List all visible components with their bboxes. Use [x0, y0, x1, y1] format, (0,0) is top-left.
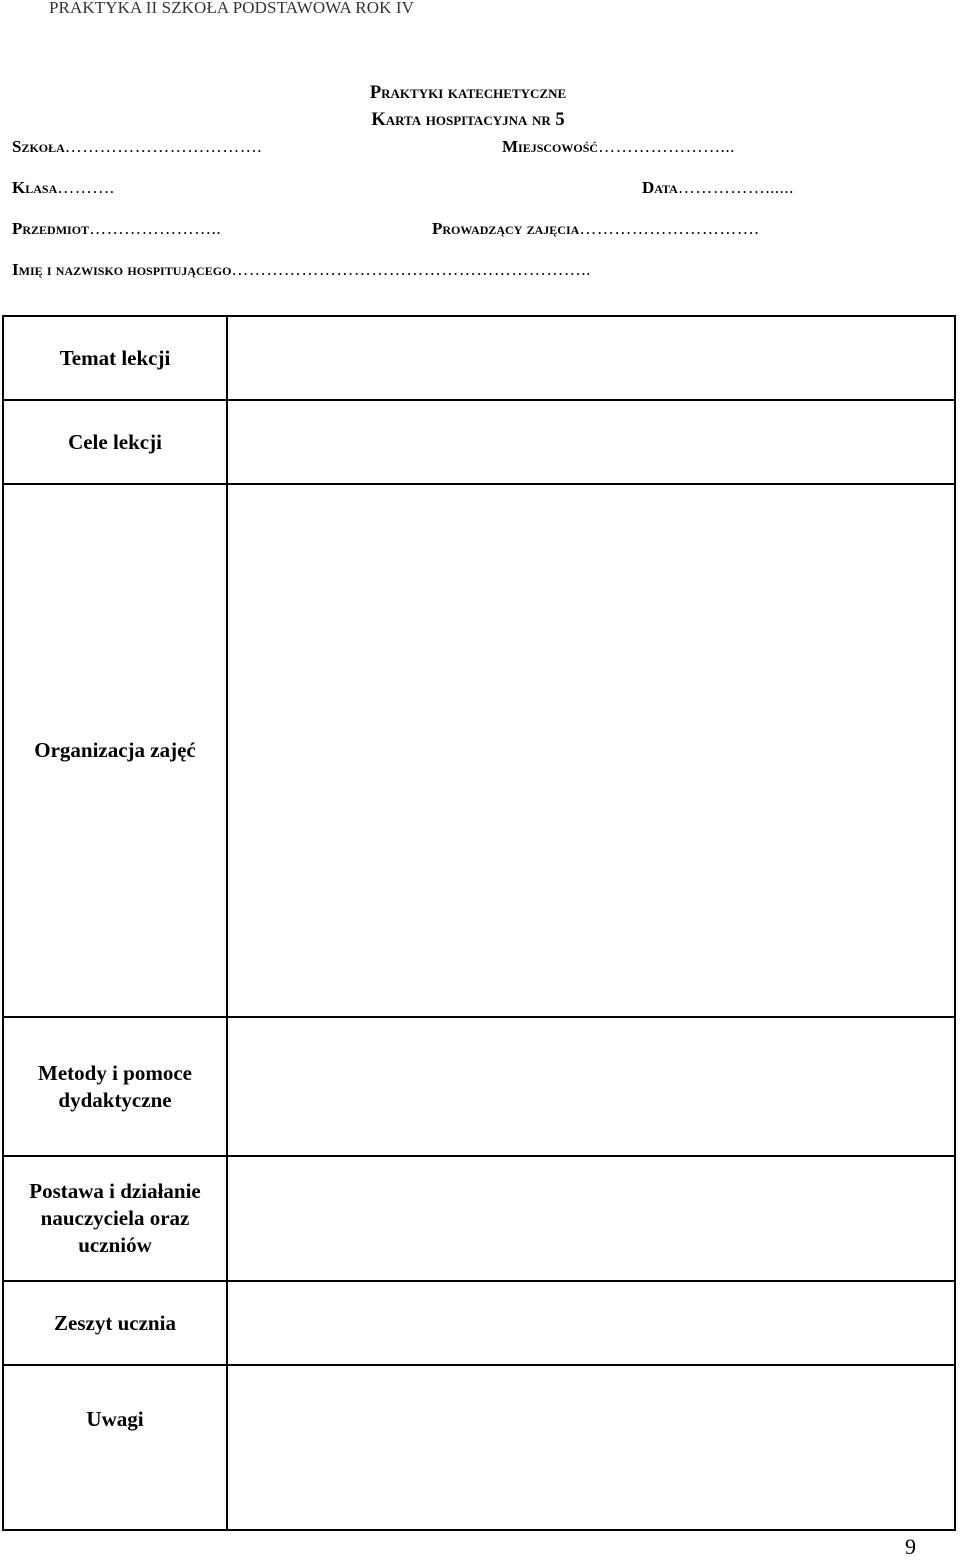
field-prowadzacy-dots: ………………………….	[579, 219, 760, 238]
row-content-cele[interactable]	[227, 400, 955, 484]
document-title: Praktyki katechetyczne	[369, 83, 567, 103]
row-label-uwagi: Uwagi	[3, 1365, 227, 1530]
row-label-metody: Metody i pomoce dydaktyczne	[3, 1017, 227, 1156]
field-data-dots: ……………......	[677, 178, 794, 197]
row-label-temat: Temat lekcji	[3, 316, 227, 400]
field-szkola-dots: …………………………….	[64, 137, 263, 156]
table-row	[3, 1281, 955, 1365]
row-label-cele: Cele lekcji	[3, 400, 227, 484]
field-szkola-label: Szkoła	[12, 137, 65, 156]
observation-table	[2, 315, 956, 1531]
field-szkola	[12, 137, 262, 157]
field-hospitujacy-dots: ……………………………………………………..	[231, 260, 591, 279]
field-przedmiot-label: Przedmiot	[12, 219, 90, 238]
field-prowadzacy	[432, 219, 759, 239]
row-label-postawa: Postawa i działanie nauczyciela oraz uczniów	[3, 1156, 227, 1281]
row-content-metody[interactable]	[227, 1017, 955, 1156]
row-content-organizacja[interactable]	[227, 484, 955, 1017]
table-row	[3, 484, 955, 1017]
field-klasa-label: Klasa	[12, 178, 58, 197]
field-miejscowosc-dots: …………………...	[598, 137, 735, 156]
field-data-label: Data	[642, 178, 678, 197]
row-label-organizacja: Organizacja zajęć	[3, 484, 227, 1017]
row-content-postawa[interactable]	[227, 1156, 955, 1281]
document-subtitle: Karta hospitacyjna nr 5	[371, 110, 565, 130]
page-number: 9	[905, 1534, 916, 1559]
row-label-zeszyt: Zeszyt ucznia	[3, 1281, 227, 1365]
field-przedmiot-dots: …………………..	[89, 219, 222, 238]
field-hospitujacy-label: Imię i nazwisko hospitującego	[12, 260, 232, 279]
table-row	[3, 316, 955, 400]
row-content-uwagi[interactable]	[227, 1365, 955, 1530]
row-content-temat[interactable]	[227, 316, 955, 400]
field-klasa-dots: ……….	[57, 178, 115, 197]
field-miejscowosc-label: Miejscowość	[502, 137, 599, 156]
table-row	[3, 1365, 955, 1530]
table-row	[3, 1156, 955, 1281]
row-content-zeszyt[interactable]	[227, 1281, 955, 1365]
field-hospitujacy	[12, 260, 591, 280]
field-przedmiot	[12, 219, 221, 239]
table-row	[3, 1017, 955, 1156]
field-miejscowosc	[502, 137, 735, 157]
table-row	[3, 400, 955, 484]
running-header: PRAKTYKA II SZKOŁA PODSTAWOWA ROK IV	[49, 0, 414, 17]
field-data	[642, 178, 794, 198]
field-prowadzacy-label: Prowadzący zajęcia	[432, 219, 580, 238]
field-klasa	[12, 178, 114, 198]
